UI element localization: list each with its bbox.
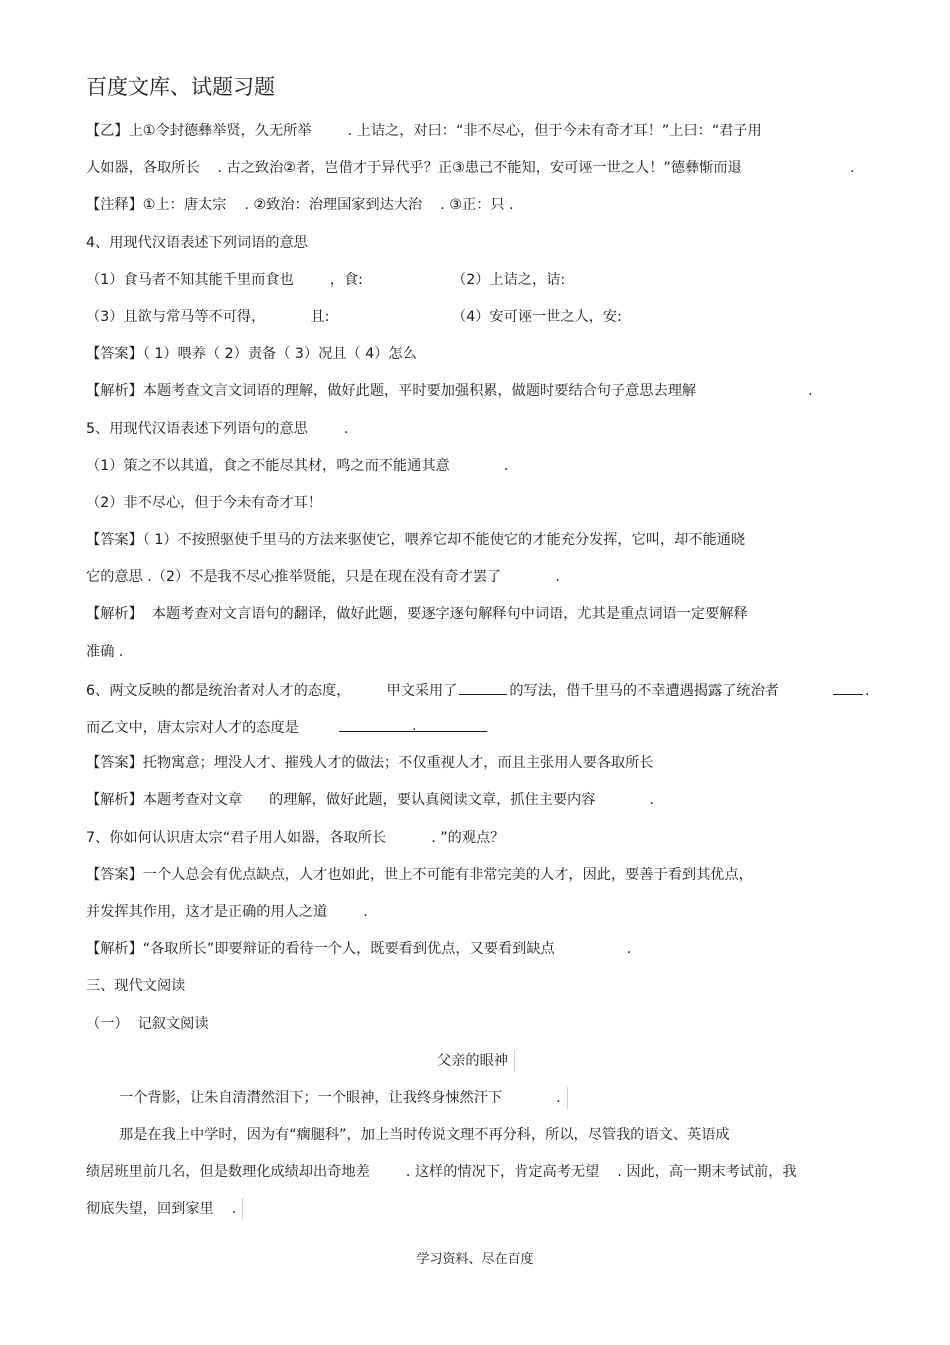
text: （4）安可诬一世之人，安: (452, 308, 622, 325)
fill-blank-end[interactable] (831, 676, 870, 704)
text: 那是在我上中学时，因为有“瘸腿科”，加上当时传说文理不再分科，所以，尽管我的语文、英语成 (119, 1127, 730, 1144)
text: 6、两文反映的都是统治者对人才的态度， 甲文采用了 (86, 682, 458, 699)
paragraph-line (86, 1196, 866, 1233)
text: 一个背影，让朱自清潸然泪下；一个眼神，让我终身悚然汗下 . (119, 1089, 561, 1106)
text: 而乙文中，唐太宗对人才的态度是 (86, 720, 299, 736)
subsection-heading (86, 1011, 866, 1048)
question-7 (86, 825, 866, 862)
text: 人如器，各取所长 . 古之致治②者，岂借才于异代乎？正③患己不能知，安可诬一世之人！”德彝惭而退 (86, 160, 742, 177)
text: 7、你如何认识唐太宗“君子用人如器，各取所长 . ”的观点？ (86, 829, 505, 846)
answer-line (86, 750, 866, 787)
analysis-line (86, 936, 866, 973)
text: 【解析】“各取所长”即要辩证的看待一个人，既要看到优点，又要看到缺点 . (86, 941, 632, 958)
text: 父亲的眼神 (437, 1052, 508, 1069)
text: 5、用现代汉语表述下列语句的意思 . (86, 420, 349, 437)
trailing-dot: . (865, 682, 870, 699)
text: （3）且欲与常马等不可得， 且: (86, 308, 330, 325)
cursor-bar (514, 1050, 515, 1072)
text: （2）上诘之，诘: (452, 271, 566, 288)
text: 【答案】（ 1）喂养（ 2）责备（ 3）况且（ 4）怎么 (86, 346, 417, 363)
text: 【解析】本题考查对文章 的理解，做好此题，要认真阅读文章，抓住主要内容 . (86, 792, 655, 809)
cursor-bar (242, 1198, 243, 1220)
text: （1）食马者不知其能千里而食也 ，食: (86, 271, 363, 288)
text: 它的意思 .（2）不是我不尽心推举贤能，只是在现在没有奇才罢了 . (86, 569, 560, 586)
text: 的写法，借千里马的不幸遭遇揭露了统治者 (509, 682, 779, 699)
text: 三、现代文阅读 (86, 978, 186, 995)
text: 绩居班里前几名，但是数理化成绩却出奇地差 . 这样的情况下，肯定高考无望 . 因此，高一期末考试前，我 (86, 1164, 797, 1181)
question-6 (86, 676, 870, 713)
fill-blank[interactable] (459, 676, 507, 695)
question-5-item-2 (86, 490, 866, 527)
paragraph-line (86, 1085, 866, 1122)
question-4-items-3-4 (86, 304, 866, 341)
text: （一） 记叙文阅读 (86, 1015, 209, 1032)
text: 【注释】①上：唐太宗 . ②致治：治理国家到达大治 . ③正：只 . (86, 197, 514, 214)
text: 【解析】本题考查文言文词语的理解，做好此题，平时要加强积累，做题时要结合句子意思去理解 (86, 383, 697, 400)
text: 【答案】一个人总会有优点缺点，人才也如此，世上不可能有非常完美的人才，因此，要善于看到其优点， (86, 866, 753, 883)
question-6-continued (86, 713, 866, 750)
analysis-line (86, 787, 866, 824)
question-4 (86, 230, 866, 267)
text: 【答案】（ 1）不按照驱使千里马的方法来驱使它，喂养它却不能使它的才能充分发挥，它叫，却不能通晓 (86, 532, 746, 549)
page-footer: 学习资料、尽在百度 (416, 1252, 534, 1267)
analysis-line (86, 378, 866, 415)
text-line (86, 118, 866, 155)
text-line (86, 155, 866, 192)
text: 【解析】 本题考查对文言语句的翻译，做好此题，要逐字逐句解释句中词语，尤其是重点词语一定要解释 (86, 606, 748, 623)
fill-blank[interactable] (833, 676, 863, 695)
question-4-items-1-2 (86, 267, 866, 304)
text: （2）非不尽心，但于今未有奇才耳！ (86, 494, 323, 511)
answer-line (86, 899, 866, 936)
section-heading (86, 973, 866, 1010)
trailing-dot: . (412, 718, 417, 734)
annotation-line (86, 192, 866, 229)
article-title (86, 1048, 866, 1085)
question-5-item-1 (86, 453, 866, 490)
document-body (86, 118, 870, 1234)
text: 彻底失望，回到家里 . (86, 1201, 237, 1218)
text: 并发挥其作用，这才是正确的用人之道 . (86, 903, 368, 920)
text: （1）策之不以其道，食之不能尽其材，鸣之而不能通其意 . (86, 457, 509, 474)
answer-line (86, 862, 866, 899)
page-header-title: 百度文库、试题习题 (86, 75, 275, 99)
answer-line (86, 527, 866, 564)
text: 准确 . (86, 643, 124, 660)
question-5 (86, 416, 866, 453)
paragraph-line (86, 1122, 866, 1159)
text: 【乙】上①令封德彝举贤，久无所举 . 上诘之，对曰：“非不尽心，但于今未有奇才耳！”上曰：“君子用 (86, 123, 762, 139)
paragraph-line (86, 1159, 866, 1196)
answer-line (86, 341, 866, 378)
cursor-bar (567, 1087, 568, 1109)
analysis-line (86, 639, 866, 676)
trailing-dot: . (850, 160, 855, 177)
text: 4、用现代汉语表述下列词语的意思 (86, 234, 308, 251)
trailing-dot: . (808, 383, 813, 400)
text: 【答案】托物寓意；埋没人才、摧残人才的做法；不仅重视人才，而且主张用人要各取所长 (86, 755, 654, 772)
analysis-line (86, 601, 866, 638)
answer-line (86, 564, 866, 601)
